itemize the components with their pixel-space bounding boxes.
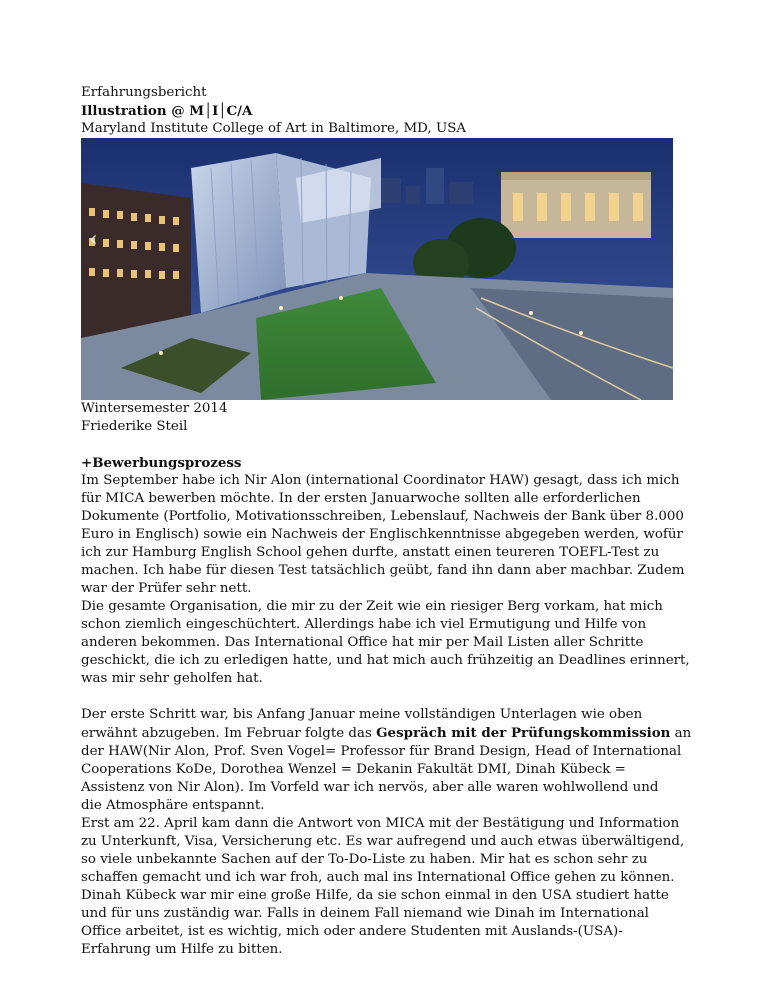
paragraph-2 [81,598,690,688]
author: Friederike Steil [81,419,188,434]
text-line: Assistenz von Nir Alon). Im Vorfeld war ich nervös, aber alle waren wohlwollend und [81,780,659,795]
text-line: schon ziemlich eingeschüchtert. Allerdings habe ich viel Ermutigung und Hilfe von [81,617,647,632]
text-line: Erst am 22. April kam dann die Antwort von MICA mit der Bestätigung und Information [81,816,680,831]
institution-name: Maryland Institute College of Art in Baltimore, MD, USA [81,121,467,136]
bold-text-run: Gespräch mit der Prüfungskommission [376,725,671,741]
text-line: Euro in Englisch) sowie ein Nachweis der Englischkenntnisse abgegeben werden, wofür [81,527,683,542]
text-line: Office arbeitet, ist es wichtig, mich oder andere Studenten mit Auslands-(USA)- [81,924,623,939]
campus-photo [81,138,673,400]
text-run: erwähnt abzugeben. Im Februar folgte das [81,726,377,741]
text-line: schaffen gemacht und ich war froh, auch mal ins International Office gehen zu können. [81,870,675,885]
text-line: anderen bekommen. Das International Office hat mir per Mail Listen aller Schritte [81,635,644,650]
spacer [81,688,681,706]
text-line: Die gesamte Organisation, die mir zu der Zeit wie ein riesiger Berg vorkam, hat mich [81,599,663,614]
spacer [81,436,681,454]
text-line: machen. Ich habe für diesen Test tatsächlich geübt, fand ihn dann aber machbar. Zudem [81,563,685,578]
text-line-with-bold [81,724,692,743]
text-line: ich zur Hamburg English School gehen durfte, anstatt einen teureren TOEFL-Test zu [81,545,660,560]
text-line: der HAW(Nir Alon, Prof. Sven Vogel= Professor für Brand Design, Head of International [81,744,682,759]
report-type: Erfahrungsbericht [81,85,207,100]
text-line: so viele unbekannte Sachen auf der To-Do-Liste zu haben. Mir hat es schon sehr zu [81,852,648,867]
text-line: zu Unterkunft, Visa, Versicherung etc. Es war aufregend und auch etwas überwältigend, [81,834,685,849]
text-line: Im September habe ich Nir Alon (international Coordinator HAW) gesagt, dass ich mich [81,473,680,488]
paragraph-3 [81,706,692,815]
svg-text:‹: ‹ [89,227,98,252]
semester: Wintersemester 2014 [81,401,228,416]
document-page [81,84,692,959]
text-line: Dokumente (Portfolio, Motivationsschreiben, Lebenslauf, Nachweis der Bank über 8.000 [81,509,684,524]
paragraph-4 [81,815,685,959]
paragraph-1 [81,472,685,598]
text-line: war der Prüfer sehr nett. [81,581,252,596]
text-line: Cooperations KoDe, Dorothea Wenzel = Dekanin Fakultät DMI, Dinah Kübeck = [81,762,626,777]
text-line: Der erste Schritt war, bis Anfang Januar meine vollständigen Unterlagen wie oben [81,707,643,722]
text-line: für MICA bewerben möchte. In der ersten Januarwoche sollten alle erforderlichen [81,491,641,506]
section-heading: +Bewerbungsprozess [81,455,242,471]
text-line: die Atmosphäre entspannt. [81,798,265,813]
text-line: was mir sehr geholfen hat. [81,671,263,686]
program-title: Illustration @ M│I│C/A [81,103,253,119]
text-run: an [670,726,692,741]
text-line: geschickt, die ich zu erledigen hatte, und hat mich auch frühzeitig an Deadlines erinnert, [81,653,690,668]
text-line: Erfahrung um Hilfe zu bitten. [81,942,283,957]
text-line: und für uns zuständig war. Falls in deinem Fall niemand wie Dinah im International [81,906,649,921]
text-line: Dinah Kübeck war mir eine große Hilfe, da sie schon einmal in den USA studiert hatte [81,888,669,903]
